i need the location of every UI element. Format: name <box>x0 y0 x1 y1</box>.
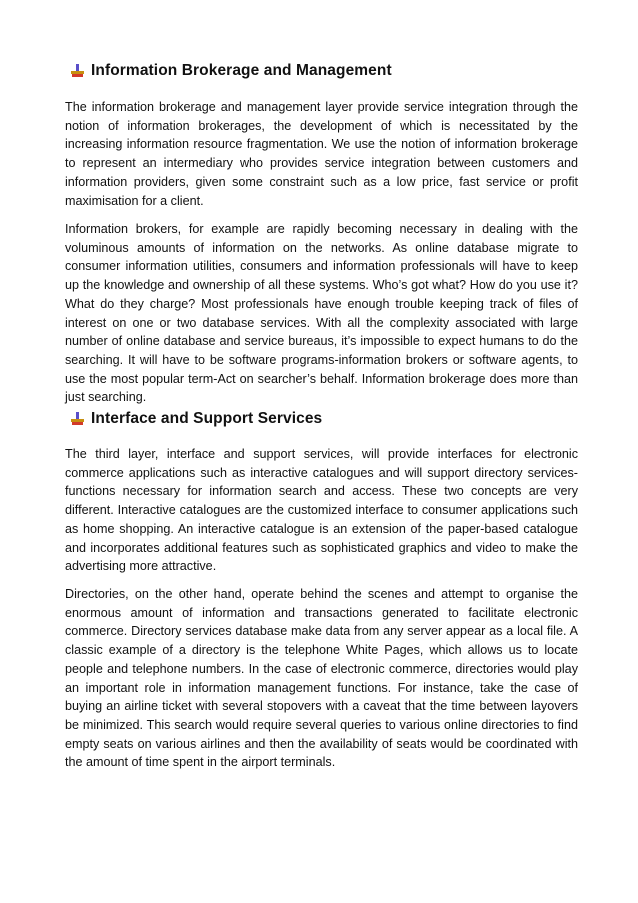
paragraph: The information brokerage and management layer provide service integration through the notion of information brokerages, the development of which is necessitated by the increasing information resource fragmentation. We use the notion of information brokerage to represent an intermediary who provides service integration between customers and information providers, given some constraint such as a low price, fast service or profit maximisation for a client. <box>65 100 578 208</box>
paragraph: Directories, on the other hand, operate behind the scenes and attempt to organise the enormous amount of information and transactions generated to facilitate electronic commerce. Directory services database make data from any server appear as a local file. A classic example of a directory is the telephone White Pages, which allows us to locate people and telephone numbers. In the case of electronic commerce, directories would play an important role in information management functions. For instance, take the case of buying an airline ticket with several stopovers with a caveat that the time between layovers be minimized. This search would require several queries to various online directories to find empty seats on various airlines and then the availability of seats would be coordinated with the amount of time spent in the airport terminals. <box>65 587 578 770</box>
paragraph: Information brokers, for example are rapidly becoming necessary in dealing with the voluminous amounts of information on the networks. As online database migrate to consumer information utilities, consumers and information professionals will have to keep up the knowledge and ownership of all these systems. Who’s got what? How do you use it? What do they charge? Most professionals have enough trouble keeping track of files of interest on one or two database services. With all the complexity associated with large number of online database and service bureaus, it’s impossible to expect humans to do the searching. It will have to be software programs-information brokers or software agents, to use the most popular term-Act on searcher’s behalf. Information brokerage does more than just searching. <box>65 222 578 405</box>
section-title: Interface and Support Services <box>91 410 323 427</box>
section-heading-information-brokerage <box>71 62 392 80</box>
bullet-icon <box>71 412 84 426</box>
section-title: Information Brokerage and Management <box>91 62 392 79</box>
paragraph: The third layer, interface and support services, will provide interfaces for electronic commerce applications such as interactive catalogues and will support directory services-functions necessary for information search and access. These two concepts are very different. Interactive catalogues are the customized interface to consumer applications such as home shopping. An interactive catalogue is an extension of the paper-based catalogue and incorporates additional features such as sophisticated graphics and video to make the advertising more attractive. <box>65 447 578 574</box>
bullet-icon <box>71 64 84 78</box>
section-heading-interface-support <box>71 410 322 428</box>
